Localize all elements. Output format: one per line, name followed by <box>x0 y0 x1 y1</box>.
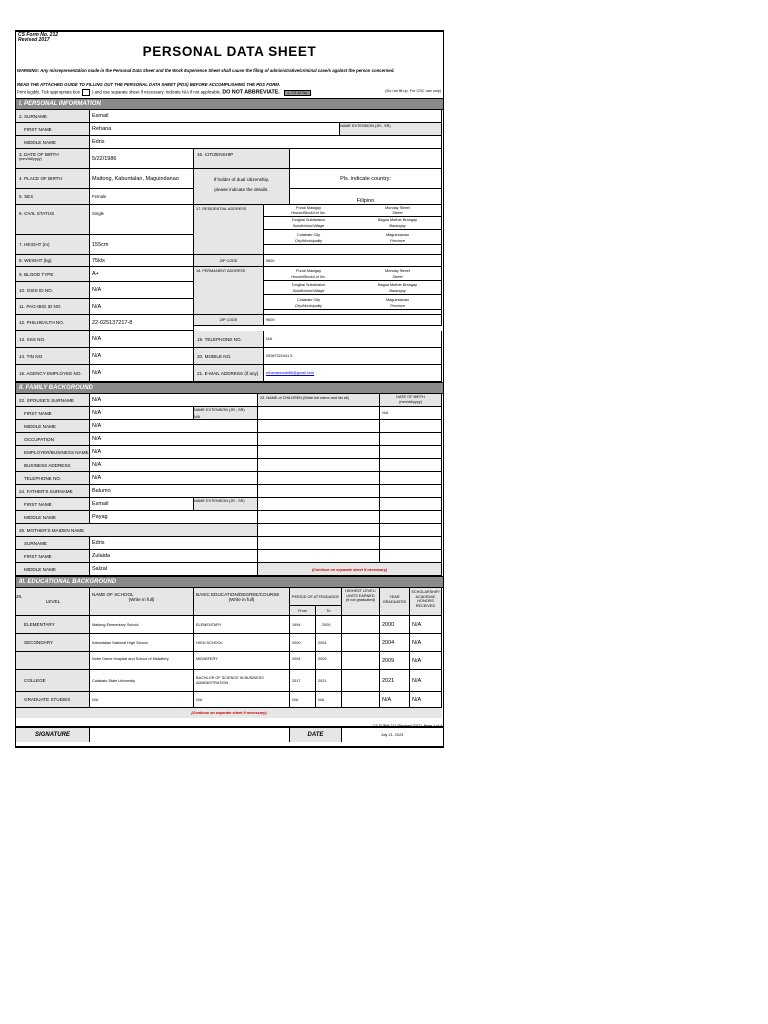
family-continue-note <box>258 563 442 576</box>
agency-employee-field[interactable]: N/A <box>90 365 194 382</box>
edu-year[interactable]: 2000 <box>380 616 410 634</box>
education-continue-note <box>16 708 442 718</box>
edu-level: GRADUATE STUDIES <box>16 692 90 708</box>
place-of-birth-field[interactable]: Maitong, Kabuntalan, Maguindanao <box>90 169 194 189</box>
edu-highest[interactable] <box>342 652 380 670</box>
form-no-text: CS Form No. 212 <box>18 32 59 38</box>
dual-citizenship-note <box>194 169 290 205</box>
edu-honors[interactable]: N/A <box>410 634 442 652</box>
child-dob-format: (mm/dd/yyyy) <box>399 400 422 404</box>
res-city[interactable]: Cotabato City <box>296 233 320 237</box>
mother-maiden-name-label: 25. MOTHER'S MAIDEN NAME <box>16 524 258 537</box>
blood-type-label: 9. BLOOD TYPE <box>16 267 90 282</box>
child-dob-cell[interactable] <box>380 433 442 446</box>
res-house-label: House/Block/Lot No. <box>264 211 353 217</box>
edu-level: COLLEGE <box>16 670 90 692</box>
philhealth-label: 12. PHILHEALTH NO. <box>16 315 90 331</box>
father-surname-field[interactable]: Balumo <box>90 485 258 498</box>
res-province-label: Province <box>353 239 442 245</box>
print-instructions <box>17 89 311 96</box>
mother-middle-field[interactable]: Salzal <box>90 563 258 576</box>
school-header-note: (Write in full) <box>128 597 155 603</box>
father-name-ext-label: NAME EXTENSION (JR., SR) <box>194 498 258 511</box>
child-dob-field[interactable]: N/A <box>380 407 442 420</box>
edu-level <box>16 652 90 670</box>
course-header <box>194 588 290 616</box>
edu-course[interactable]: HIGH SCHOOL <box>194 634 290 652</box>
print-instruction-a: Print legibly. Tick appropriate box <box>17 89 80 95</box>
scholarship-header: SCHOLARSHIP/ ACADEMIC HONORS RECEIVED <box>410 588 442 616</box>
highest-level-text: HIGHEST LEVEL/ UNITS EARNED <box>345 589 376 598</box>
email-link[interactable]: rehanaesmail86@gmail.com <box>266 371 315 375</box>
spouse-first-field[interactable]: N/A <box>90 407 194 420</box>
edu-to[interactable]: 2009 <box>316 652 342 670</box>
employer-field[interactable]: N/A <box>90 446 258 459</box>
res-province[interactable]: Maguindanao <box>385 233 409 237</box>
mobile-label: 20. MOBILE NO. <box>194 348 264 365</box>
edu-to[interactable]: 2004 <box>316 634 342 652</box>
first-name-field[interactable]: Rehana <box>90 123 340 136</box>
pagibig-field[interactable]: N/A <box>90 299 194 315</box>
pagibig-label: 11. PAG-IBIG ID NO. <box>16 299 90 315</box>
tick-box[interactable] <box>82 89 90 96</box>
child-row[interactable] <box>258 524 380 537</box>
res-street-label: Street <box>353 211 442 217</box>
tin-field[interactable]: N/A <box>90 348 194 365</box>
education-continue-text: (Continue on separate sheet if necessary) <box>191 711 267 715</box>
res-subdivision-label: Subdivision/Village <box>264 224 353 230</box>
edu-highest[interactable] <box>342 616 380 634</box>
surname-label: 2. SURNAME <box>16 110 90 123</box>
from-header: From <box>290 606 316 616</box>
name-extension-label: NAME EXTENSION (JR., SR) <box>340 123 442 136</box>
child-row[interactable] <box>258 407 380 420</box>
mother-middle-label: MIDDLE NAME <box>16 563 90 576</box>
section-family-background: II. FAMILY BACKGROUND <box>16 382 443 394</box>
edu-to[interactable]: 2000 <box>316 616 342 634</box>
sex-label: 5. SEX <box>16 189 90 205</box>
spouse-surname-label: 22. SPOUSE'S SURNAME <box>16 394 90 407</box>
edu-school[interactable]: Maitong Elementary School <box>90 616 194 634</box>
perm-street[interactable]: Monday Street <box>385 269 410 273</box>
edu-honors[interactable]: N/A <box>410 670 442 692</box>
edu-school[interactable]: Kabuntalan National High School <box>90 634 194 652</box>
child-dob-cell[interactable] <box>380 420 442 433</box>
email-field[interactable] <box>264 365 442 382</box>
spouse-middle-label: MIDDLE NAME <box>16 420 90 433</box>
period-header: PERIOD OF ATTENDANCE <box>290 588 342 606</box>
edu-honors[interactable]: N/A <box>410 616 442 634</box>
father-first-field[interactable]: Esmail <box>90 498 194 511</box>
date-label: DATE <box>290 728 342 742</box>
tin-label: 14. TIN NO. <box>16 348 90 365</box>
child-dob-cell[interactable] <box>380 511 442 524</box>
print-instruction-b: ) and use separate sheet if necessary. Indicate N/A if not applicable. <box>91 89 222 95</box>
school-header-text: NAME OF SCHOOL <box>92 592 134 597</box>
email-label: 21. E-MAIL ADDRESS (if any) <box>194 365 264 382</box>
father-middle-field[interactable]: Payag <box>90 511 258 524</box>
perm-city[interactable]: Cotabato City <box>296 298 320 302</box>
occupation-label: OCCUPATION <box>16 433 90 446</box>
child-dob-cell[interactable] <box>380 446 442 459</box>
guide-text: READ THE ATTACHED GUIDE TO FILLING OUT THE PERSONAL DATA SHEET (PDS) BEFORE ACCOMPLISHING THE PDS FORM. <box>17 82 281 87</box>
child-row[interactable] <box>258 433 380 446</box>
edu-from[interactable]: 2000 <box>290 634 316 652</box>
dob-format-text: (mm/dd/yyyy) <box>19 157 42 162</box>
res-street[interactable]: Monday Street <box>385 206 410 210</box>
perm-barangay[interactable]: Bagua Mother Brangay <box>377 283 418 287</box>
res-city-label: City/Municipality <box>264 239 353 245</box>
dob-label-text: 3. DATE OF BIRTH <box>19 152 59 157</box>
mobile-field[interactable]: 09087321941 5 <box>264 348 442 365</box>
school-header <box>90 588 194 616</box>
personal-info-grid <box>16 110 443 382</box>
perm-city-label: City/Municipality <box>264 304 353 310</box>
perm-barangay-label: Barangay <box>353 289 442 295</box>
residential-address-label: 17. RESIDENTIAL ADDRESS <box>194 205 264 255</box>
residential-address-block <box>264 205 442 255</box>
res-house[interactable]: Purok Masigay <box>295 206 322 210</box>
cs-id-field[interactable]: 1. CS ID No. <box>284 90 311 96</box>
gsis-label: 10. GSIS ID NO. <box>16 282 90 299</box>
mother-surname-label: SURNAME <box>16 537 90 550</box>
civil-status-field[interactable]: Single <box>90 205 194 235</box>
dual-note-b: please indicate the details. <box>214 187 269 192</box>
warning-text: WARNING: Any misrepresentation made in the Personal Data Sheet and the Work Experience Sheet shall cause the filing of administrative/criminal case/s against the person concerned. <box>17 68 395 73</box>
edu-from[interactable]: 1994 <box>290 616 316 634</box>
edu-highest[interactable] <box>342 670 380 692</box>
res-subdivision[interactable]: Tonghai Subdivision <box>291 218 326 222</box>
child-dob-label <box>380 394 442 407</box>
personal-data-sheet <box>15 30 444 748</box>
perm-province[interactable]: Maguindanao <box>385 298 409 302</box>
edu-from[interactable]: 2004 <box>290 652 316 670</box>
family-grid <box>16 394 443 582</box>
section-educational-background: III. EDUCATIONAL BACKGROUND <box>16 576 443 588</box>
edu-course[interactable]: MIDWIFERY <box>194 652 290 670</box>
perm-house[interactable]: Purok Masigay <box>295 269 322 273</box>
perm-subdivision-label: Subdivision/Village <box>264 289 353 295</box>
child-dob-cell[interactable] <box>380 498 442 511</box>
sss-label: 13. SSS NO. <box>16 331 90 348</box>
surname-field[interactable]: Esmail <box>90 110 442 123</box>
form-header <box>16 32 443 98</box>
spouse-first-label: FIRST NAME <box>16 407 90 420</box>
dual-note-a: If holder of dual citizenship, <box>213 177 270 182</box>
no-abbreviate-text: DO NOT ABBREVIATE. <box>222 89 280 96</box>
edu-level: SECONDARY <box>16 634 90 652</box>
height-label: 7. HEIGHT (m) <box>16 235 90 255</box>
section-personal-information: I. PERSONAL INFORMATION <box>16 98 443 110</box>
child-row[interactable] <box>258 459 380 472</box>
date-field[interactable]: July 21, 2023 <box>380 733 404 737</box>
middle-name-field[interactable]: Edris <box>90 136 442 149</box>
footer-text: CS FORM 212 (Revised 2017), Page 1 of 4 <box>372 724 442 728</box>
course-header-note: (Write in full) <box>228 597 255 603</box>
child-row[interactable] <box>258 472 380 485</box>
spouse-telephone-field[interactable]: N/A <box>90 472 258 485</box>
business-address-label: BUSINESS ADDRESS <box>16 459 90 472</box>
edu-to[interactable]: N/A <box>316 692 342 708</box>
blood-type-field[interactable]: A+ <box>90 267 194 282</box>
highest-level-note: (if not graduated) <box>346 598 375 603</box>
edu-level: ELEMENTARY <box>16 616 90 634</box>
perm-zip-field[interactable]: 9600 <box>264 315 442 326</box>
child-row[interactable] <box>258 446 380 459</box>
edu-school[interactable]: Notre Dame Hospital and School of Midwifery <box>90 652 194 670</box>
page-footer <box>15 724 442 732</box>
res-barangay[interactable]: Bagua Mother Brangay <box>377 218 418 222</box>
civil-status-label: 6. CIVIL STATUS <box>16 205 90 235</box>
citizenship-box <box>290 149 442 169</box>
perm-subdivision[interactable]: Tonghai Subdivision <box>291 283 326 287</box>
employer-label: EMPLOYER/BUSINESS NAME <box>16 446 90 459</box>
gsis-field[interactable]: N/A <box>90 282 194 299</box>
child-row[interactable] <box>258 498 380 511</box>
agency-employee-label: 15. AGENCY EMPLOYEE NO. <box>16 365 90 382</box>
course-header-text: BASIC EDUCATION/DEGREE/COURSE <box>196 592 280 597</box>
child-row[interactable] <box>258 537 380 550</box>
edu-course[interactable]: ELEMENTARY <box>194 616 290 634</box>
to-header: To <box>316 606 342 616</box>
indicate-country-text: Pls. indicate country: <box>290 169 442 189</box>
perm-street-label: Street <box>353 275 442 281</box>
citizenship-label: 16. CITIZENSHIP <box>194 149 290 169</box>
edu-honors[interactable]: N/A <box>410 692 442 708</box>
child-row[interactable] <box>258 550 380 563</box>
mother-first-label: FIRST NAME <box>16 550 90 563</box>
father-middle-label: MIDDLE NAME <box>16 511 90 524</box>
date-of-birth-field[interactable]: 5/22/1986 <box>90 149 194 169</box>
child-row[interactable] <box>258 420 380 433</box>
education-grid <box>16 588 443 726</box>
permanent-address-block <box>264 267 442 315</box>
page-title: PERSONAL DATA SHEET <box>142 44 317 59</box>
edu-from[interactable]: N/A <box>290 692 316 708</box>
edu-highest[interactable] <box>342 634 380 652</box>
child-row[interactable] <box>258 485 380 498</box>
telephone-label: 19. TELEPHONE NO. <box>194 331 264 348</box>
spouse-ext-label: NAME EXTENSION (JR., SR) <box>194 408 245 412</box>
father-surname-label: 24. FATHER'S SURNAME <box>16 485 90 498</box>
edu-to[interactable]: 2021 <box>316 670 342 692</box>
spouse-surname-field[interactable]: N/A <box>90 394 258 407</box>
perm-house-label: House/Block/Lot No. <box>264 275 353 281</box>
mother-surname-field[interactable]: Edris <box>90 537 258 550</box>
middle-name-label: MIDDLE NAME <box>16 136 90 149</box>
business-address-field[interactable]: N/A <box>90 459 258 472</box>
telephone-field[interactable]: N/A <box>264 331 442 348</box>
edu-school[interactable]: Cotabato State University <box>90 670 194 692</box>
cs-use-note: (Do not fill up. For CSC use only) <box>385 89 441 93</box>
edu-course[interactable]: N/A <box>194 692 290 708</box>
edu-course[interactable]: BACHLOR OF SCIENCE IN BUSINESS ADMINISTRATION <box>194 670 290 692</box>
weight-field[interactable]: 75kls <box>90 255 194 267</box>
level-header-text: LEVEL <box>45 599 61 604</box>
mother-first-field[interactable]: Zulaida <box>90 550 258 563</box>
child-dob-label-text: DATE OF BIRTH <box>396 395 425 399</box>
child-dob-cell[interactable] <box>380 537 442 550</box>
spouse-name-ext <box>194 407 258 420</box>
child-dob-cell[interactable] <box>380 550 442 563</box>
first-name-label: FIRST NAME <box>16 123 90 136</box>
father-first-label: FIRST NAME <box>16 498 90 511</box>
spouse-telephone-label: TELEPHONE NO. <box>16 472 90 485</box>
edu-honors[interactable]: N/A <box>410 652 442 670</box>
education-num: 26. <box>16 594 23 599</box>
edu-from[interactable]: 2017 <box>290 670 316 692</box>
family-continue-text: (Continue on separate sheet if necessary) <box>311 568 388 572</box>
edu-highest[interactable] <box>342 692 380 708</box>
highest-level-header <box>342 588 380 616</box>
occupation-field[interactable]: N/A <box>90 433 258 446</box>
level-header <box>16 588 90 616</box>
spouse-middle-field[interactable]: N/A <box>90 420 258 433</box>
child-row[interactable] <box>258 511 380 524</box>
sss-field[interactable]: N/A <box>90 331 194 348</box>
revised-text: Revised 2017 <box>18 37 50 43</box>
perm-province-label: Province <box>353 304 442 310</box>
edu-year[interactable]: 2004 <box>380 634 410 652</box>
child-dob-cell[interactable] <box>380 459 442 472</box>
child-dob-cell[interactable] <box>380 472 442 485</box>
form-number <box>18 33 58 43</box>
children-label: 23. NAME of CHILDREN (Write full name and list all) <box>258 394 380 407</box>
child-dob-cell[interactable] <box>380 524 442 537</box>
edu-school[interactable]: N/A <box>90 692 194 708</box>
philhealth-field[interactable]: 22-025137217-8 <box>90 315 194 331</box>
spouse-ext-value[interactable]: N/A <box>194 415 201 419</box>
res-zip-label: ZIP CODE <box>194 255 264 267</box>
res-barangay-label: Barangay <box>353 224 442 230</box>
edu-year[interactable]: N/A <box>380 692 410 708</box>
weight-label: 8. WEIGHT (kg) <box>16 255 90 267</box>
sex-field[interactable]: Female <box>90 189 194 205</box>
permanent-address-label: 18. PERMANENT ADDRESS <box>194 267 264 315</box>
edu-year[interactable]: 2009 <box>380 652 410 670</box>
perm-zip-label: ZIP CODE <box>194 315 264 326</box>
place-of-birth-label: 4. PLACE OF BIRTH <box>16 169 90 189</box>
edu-year[interactable]: 2021 <box>380 670 410 692</box>
child-dob-cell[interactable] <box>380 485 442 498</box>
citizenship-field[interactable]: Filipino <box>290 189 442 205</box>
signature-label: SIGNATURE <box>16 728 90 742</box>
height-field[interactable]: 155cm <box>90 235 194 255</box>
date-of-birth-label <box>16 149 90 169</box>
res-zip-field[interactable]: 9600 <box>264 255 442 267</box>
year-graduated-header: YEAR GRADUATED <box>380 588 410 616</box>
